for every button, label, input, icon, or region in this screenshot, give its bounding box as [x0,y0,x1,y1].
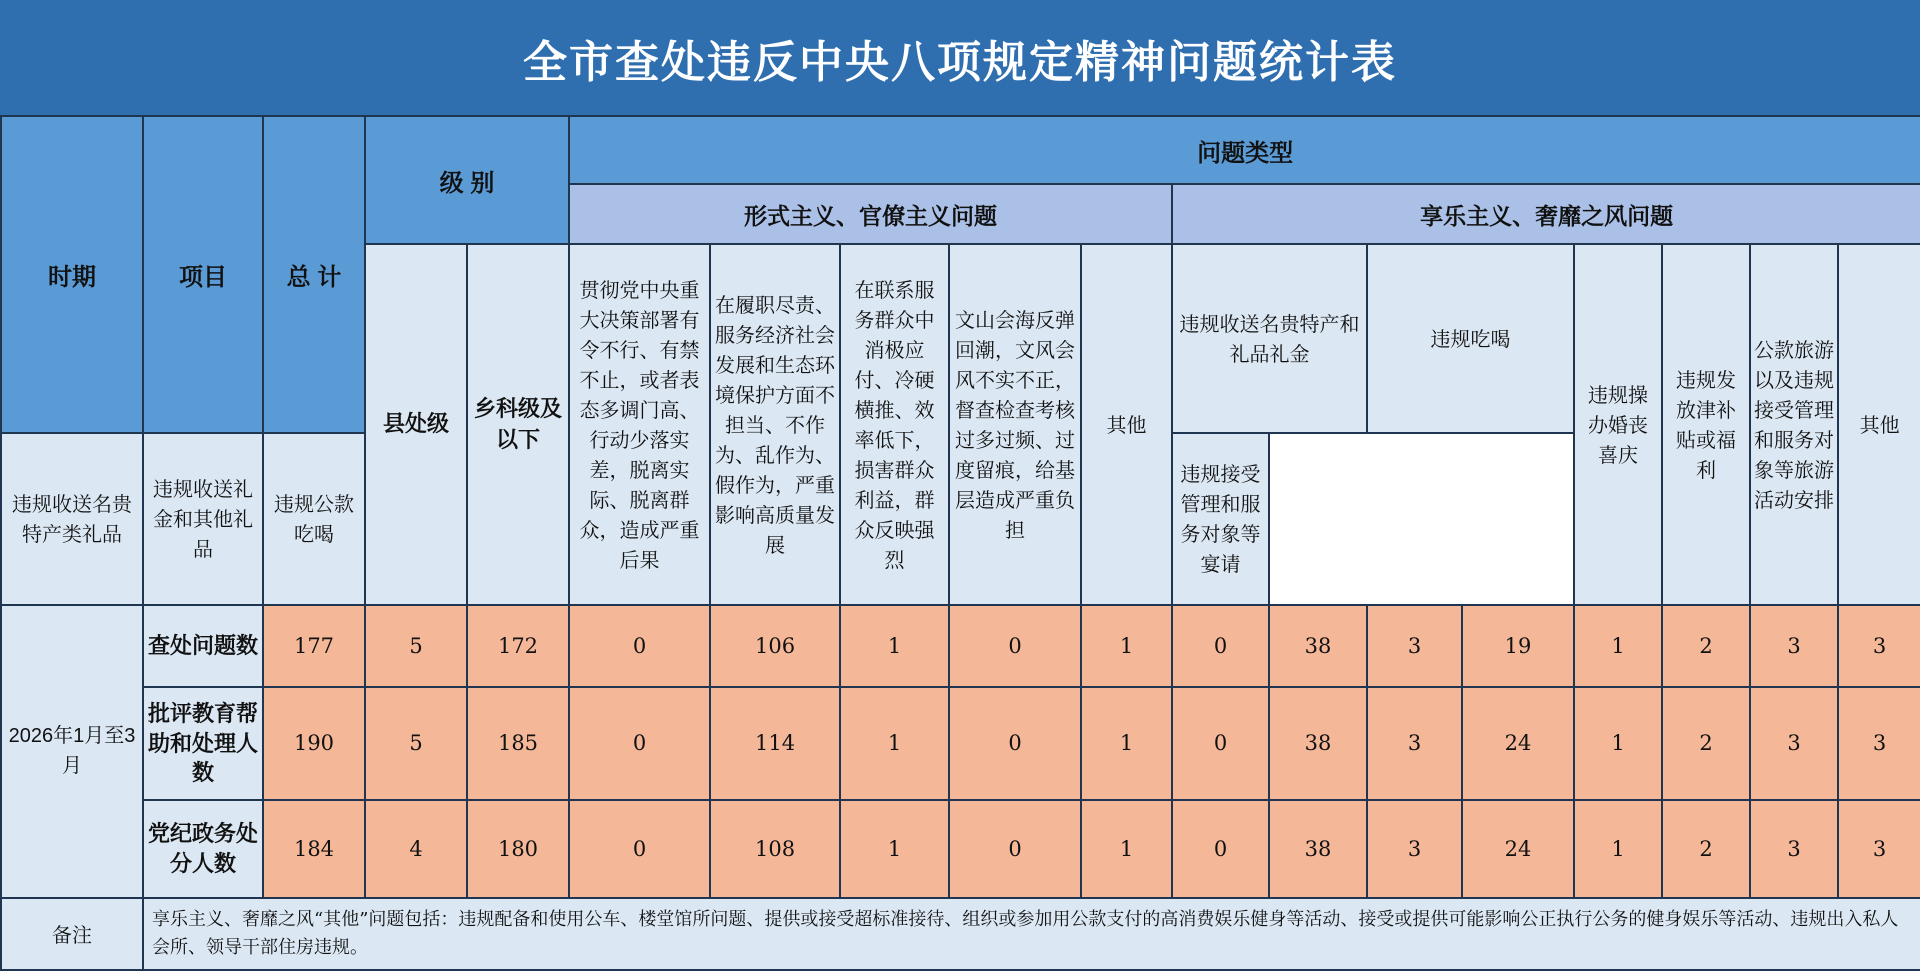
value-cell: 3 [1838,800,1920,898]
value-cell: 19 [1462,605,1574,687]
value-cell: 4 [365,800,467,898]
value-cell: 1 [1081,605,1172,687]
row-label: 党纪政务处分人数 [143,800,263,898]
header-formalism: 形式主义、官僚主义问题 [569,184,1172,244]
table-row [1,605,1920,687]
header-formalism-other: 其他 [1081,244,1172,605]
note-label: 备注 [1,898,143,970]
value-cell: 5 [365,687,467,799]
period-cell: 2026年1月至3月 [1,605,143,898]
header-formalism-3: 在联系服务群众中消极应付、冷硬横推、效率低下，损害群众利益，群众反映强烈 [840,244,949,605]
value-cell: 3 [1367,800,1462,898]
header-period: 时期 [1,116,143,433]
value-cell: 106 [710,605,840,687]
value-cell: 2 [1662,605,1750,687]
value-cell: 172 [467,605,569,687]
header-travel: 公款旅游以及违规接受管理和服务对象等旅游活动安排 [1750,244,1838,605]
value-cell: 0 [949,605,1081,687]
value-cell: 1 [1574,800,1662,898]
header-total: 总 计 [263,116,365,433]
value-cell: 3 [1367,605,1462,687]
header-subsidy: 违规发放津补贴或福利 [1662,244,1750,605]
value-cell: 38 [1269,605,1367,687]
value-cell: 184 [263,800,365,898]
value-cell: 1 [840,605,949,687]
header-formalism-4: 文山会海反弹回潮，文风会风不实不正，督查检查考核过多过频、过度留痕，给基层造成严重负担 [949,244,1081,605]
value-cell: 3 [1838,605,1920,687]
header-dining-public: 违规公款吃喝 [263,433,365,605]
header-county-level: 县处级 [365,244,467,605]
value-cell: 24 [1462,800,1574,898]
value-cell: 185 [467,687,569,799]
table-row [1,800,1920,898]
value-cell: 0 [949,800,1081,898]
value-cell: 2 [1662,800,1750,898]
value-cell: 3 [1750,800,1838,898]
header-gifts-money: 违规收送礼金和其他礼品 [143,433,263,605]
statistics-table [0,115,1920,971]
value-cell: 5 [365,605,467,687]
value-cell: 1 [1574,687,1662,799]
value-cell: 1 [840,800,949,898]
value-cell: 1 [1081,800,1172,898]
value-cell: 177 [263,605,365,687]
value-cell: 114 [710,687,840,799]
header-problem-type: 问题类型 [569,116,1920,184]
value-cell: 1 [1574,605,1662,687]
page-title: 全市查处违反中央八项规定精神问题统计表 [0,0,1920,115]
value-cell: 0 [1172,687,1269,799]
value-cell: 38 [1269,687,1367,799]
value-cell: 24 [1462,687,1574,799]
header-dining-banquet: 违规接受管理和服务对象等宴请 [1172,433,1269,605]
value-cell: 0 [569,605,710,687]
value-cell: 3 [1750,687,1838,799]
value-cell: 190 [263,687,365,799]
header-gifts-specialty: 违规收送名贵特产类礼品 [1,433,143,605]
header-item: 项目 [143,116,263,433]
value-cell: 0 [1172,800,1269,898]
header-hedonism-other: 其他 [1838,244,1920,605]
value-cell: 1 [840,687,949,799]
header-dining: 违规吃喝 [1367,244,1574,432]
value-cell: 3 [1750,605,1838,687]
value-cell: 0 [569,800,710,898]
header-formalism-2: 在履职尽责、服务经济社会发展和生态环境保护方面不担当、不作为、乱作为、假作为，严重影响高质量发展 [710,244,840,605]
header-township-level: 乡科级及以下 [467,244,569,605]
value-cell: 0 [1172,605,1269,687]
value-cell: 108 [710,800,840,898]
header-gifts: 违规收送名贵特产和礼品礼金 [1172,244,1367,432]
value-cell: 0 [569,687,710,799]
header-level: 级 别 [365,116,569,244]
note-row [1,898,1920,970]
value-cell: 2 [1662,687,1750,799]
note-text: 享乐主义、奢靡之风“其他”问题包括：违规配备和使用公车、楼堂馆所问题、提供或接受超标准接待、组织或参加用公款支付的高消费娱乐健身等活动、接受或提供可能影响公正执行公务的健身娱乐等活动、违规出入私人会所、领导干部住房违规。 [143,898,1920,970]
row-label: 批评教育帮助和处理人数 [143,687,263,799]
row-label: 查处问题数 [143,605,263,687]
value-cell: 180 [467,800,569,898]
value-cell: 38 [1269,800,1367,898]
value-cell: 3 [1838,687,1920,799]
header-hedonism: 享乐主义、奢靡之风问题 [1172,184,1920,244]
header-formalism-1: 贯彻党中央重大决策部署有令不行、有禁不止，或者表态多调门高、行动少落实差，脱离实际、脱离群众，造成严重后果 [569,244,710,605]
table-row [1,687,1920,799]
value-cell: 1 [1081,687,1172,799]
value-cell: 0 [949,687,1081,799]
header-wedding: 违规操办婚丧喜庆 [1574,244,1662,605]
value-cell: 3 [1367,687,1462,799]
